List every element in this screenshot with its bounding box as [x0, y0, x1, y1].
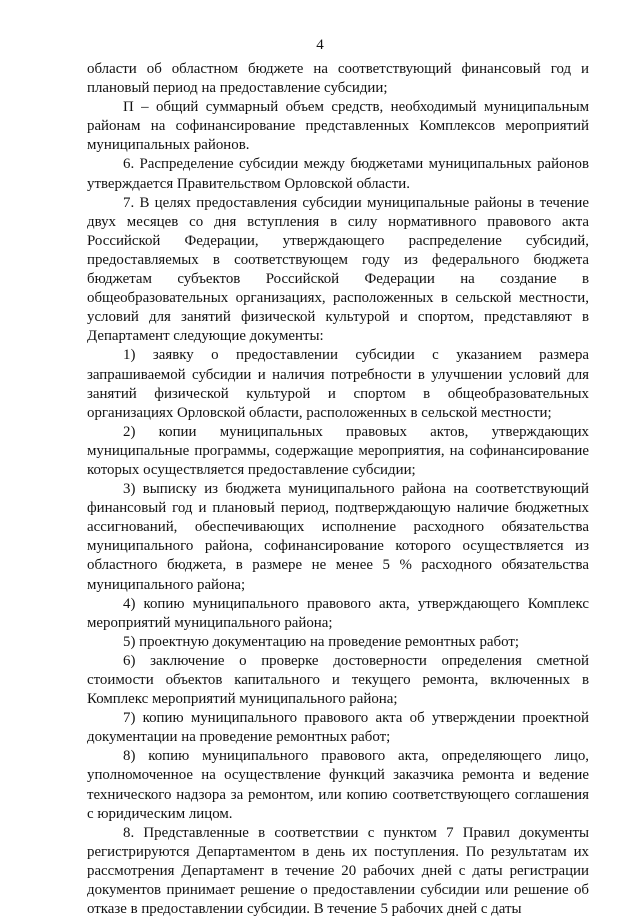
- list-item-8: 8) копию муниципального правового акта, определяющего лицо, уполномоченное на осуществление функций заказчика ремонта и ведение технического надзора за ремонтом, или копию соответствующего соглашения с юридическим лицом.: [87, 748, 589, 822]
- paragraph-item-8: 8. Представленные в соответствии с пунктом 7 Правил документы регистрируются Департаментом в день их поступления. По результатам их рассмотрения Департамент в течение 20 рабочих дней с даты регистрации документов принимает решение о предоставлении субсидии или решение об отказе в предоставлении субсидии. В течение 5 рабочих дней с даты: [87, 824, 589, 918]
- paragraph-item-6: 6. Распределение субсидии между бюджетами муниципальных районов утверждается Правительством Орловской области.: [87, 156, 589, 192]
- list-item-3: 3) выписку из бюджета муниципального района на соответствующий финансовый год и плановый период, подтверждающую наличие бюджетных ассигнований, обеспечивающих исполнение расходного обязательства муниципального района, софинансирование которого осуществляется из областного бюджета, в размере не менее 5 % расходного обязательства муниципального района;: [87, 481, 589, 593]
- list-item-4: 4) копию муниципального правового акта, утверждающего Комплекс мероприятий муниципального района;: [87, 595, 589, 631]
- page-number: 4: [316, 37, 324, 53]
- paragraph-item-7: 7. В целях предоставления субсидии муниципальные районы в течение двух месяцев со дня вступления в силу нормативного правового акта Российской Федерации, утверждающего распределение субсидий, предоставляемых в соответствующем году из федерального бюджета бюджетам субъектов Российской Федерации на создание в общеобразовательных организациях, расположенных в сельской местности, условий для занятий физической культурой и спортом, представляют в Департамент следующие документы:: [87, 194, 589, 345]
- paragraph-budget-continuation: области об областном бюджете на соответствующий финансовый год и плановый период на предоставление субсидии;: [87, 61, 589, 97]
- list-item-1: 1) заявку о предоставлении субсидии с указанием размера запрашиваемой субсидии и наличия потребности в улучшении условий для занятий физической культурой и спортом в общеобразовательных организациях Орловской области, расположенных в сельской местности;: [87, 347, 589, 421]
- list-item-5: 5) проектную документацию на проведение ремонтных работ;: [123, 633, 519, 650]
- document-body: [87, 60, 589, 919]
- list-item-6: 6) заключение о проверке достоверности определения сметной стоимости объектов капитального и текущего ремонта, включенных в Комплекс мероприятий муниципального района;: [87, 652, 589, 708]
- list-item-7: 7) копию муниципального правового акта об утверждении проектной документации на проведение ремонтных работ;: [87, 710, 589, 746]
- paragraph-p-definition: П – общий суммарный объем средств, необходимый муниципальным районам на софинансирование представленных Комплексов мероприятий муниципальных районов.: [87, 99, 589, 154]
- list-item-2: 2) копии муниципальных правовых актов, утверждающих муниципальные программы, содержащие мероприятия, на софинансирование которых осуществляется предоставление субсидии;: [87, 423, 589, 478]
